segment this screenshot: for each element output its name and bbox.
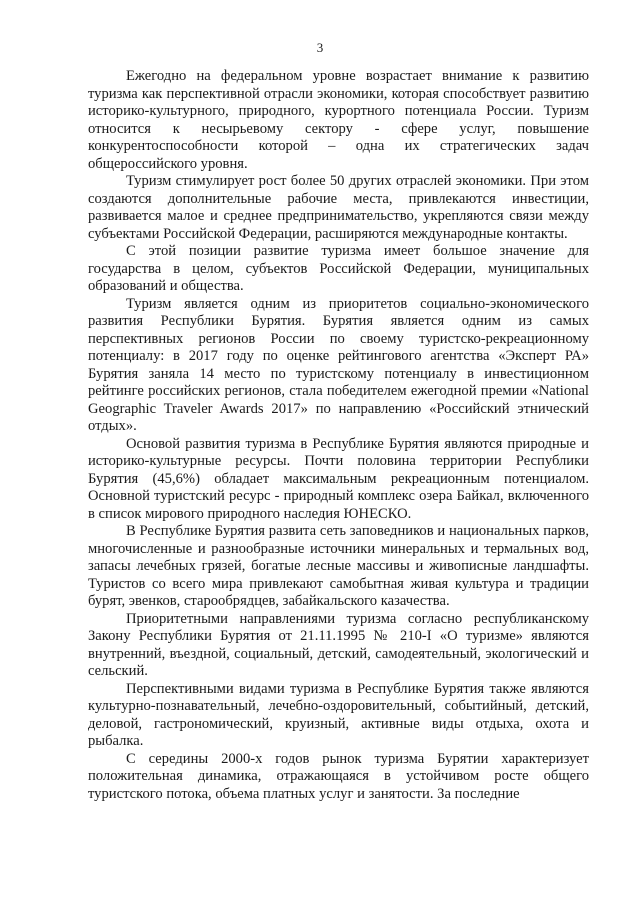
paragraph-reserves-network: В Республике Бурятия развита сеть заповедников и национальных парков, многочисленные и разнообразные источники минеральных и термальных вод, запасы лечебных грязей, богатые лесные массивы и живописные ландшафты. Туристов со всего мира привлекают самобытная живая культура и традиции бурят, эвенков, старообрядцев, забайкальского казачества. [88,523,589,609]
paragraph-federal-attention: Ежегодно на федеральном уровне возрастает внимание к развитию туризма как перспективной отрасли экономики, которая способствует развитию историко-культурного, природного, курортного потенциала России. Туризм относится к несырьевому сектору - сфере услуг, повышение конкурентоспособности которой – одна их стратегических задач общероссийского уровня. [88,68,589,172]
document-body [88,68,589,803]
paragraph-tourism-stimulates: Туризм стимулирует рост более 50 других отраслей экономики. При этом создаются дополнительные рабочие места, привлекаются инвестиции, развивается малое и среднее предпринимательство, укрепляются связи между субъектами Российской Федерации, расширяются международные контакты. [88,173,589,242]
paragraph-priority-directions: Приоритетными направлениями туризма согласно республиканскому Закону Республики Бурятия от 21.11.1995 № 210-I «О туризме» являются внутренний, въездной, социальный, детский, самодеятельный, экологический и сельский. [88,610,589,679]
paragraph-buryatia-priority: Туризм является одним из приоритетов социально-экономического развития Республики Бурятия. Бурятия является одним из самых перспективных регионов России по своему туристско-рекреационному потенциалу: в 2017 году по оценке рейтингового агентства «Эксперт РА» Бурятия заняла 14 место по туристскому потенциалу в инвестиционном рейтинге российских регионов, стала победителем ежегодной премии «National Geographic Traveler Awards 2017» по направлению «Российский этнический отдых». [88,295,589,434]
paragraph-perspective-types: Перспективными видами туризма в Республике Бурятия также являются культурно-познавательный, лечебно-оздоровительный, событийный, детский, деловой, гастрономический, круизный, активные виды отдыха, охота и рыбалка. [88,680,589,749]
paragraph-resources: Основой развития туризма в Республике Бурятия являются природные и историко-культурные ресурсы. Почти половина территории Республики Бурятия (45,6%) обладает максимальным рекреационным потенциалом. Основной туристский ресурс - природный комплекс озера Байкал, включенного в список мирового природного наследия ЮНЕСКО. [88,435,589,522]
paragraph-market-dynamics: С середины 2000-х годов рынок туризма Бурятии характеризует положительная динамика, отражающаяся в устойчивом росте общего туристского потока, объема платных услуг и занятости. За последние [88,750,589,802]
paragraph-importance: С этой позиции развитие туризма имеет большое значение для государства в целом, субъектов Российской Федерации, муниципальных образований и общества. [88,243,589,294]
page-number: 3 [316,40,324,55]
